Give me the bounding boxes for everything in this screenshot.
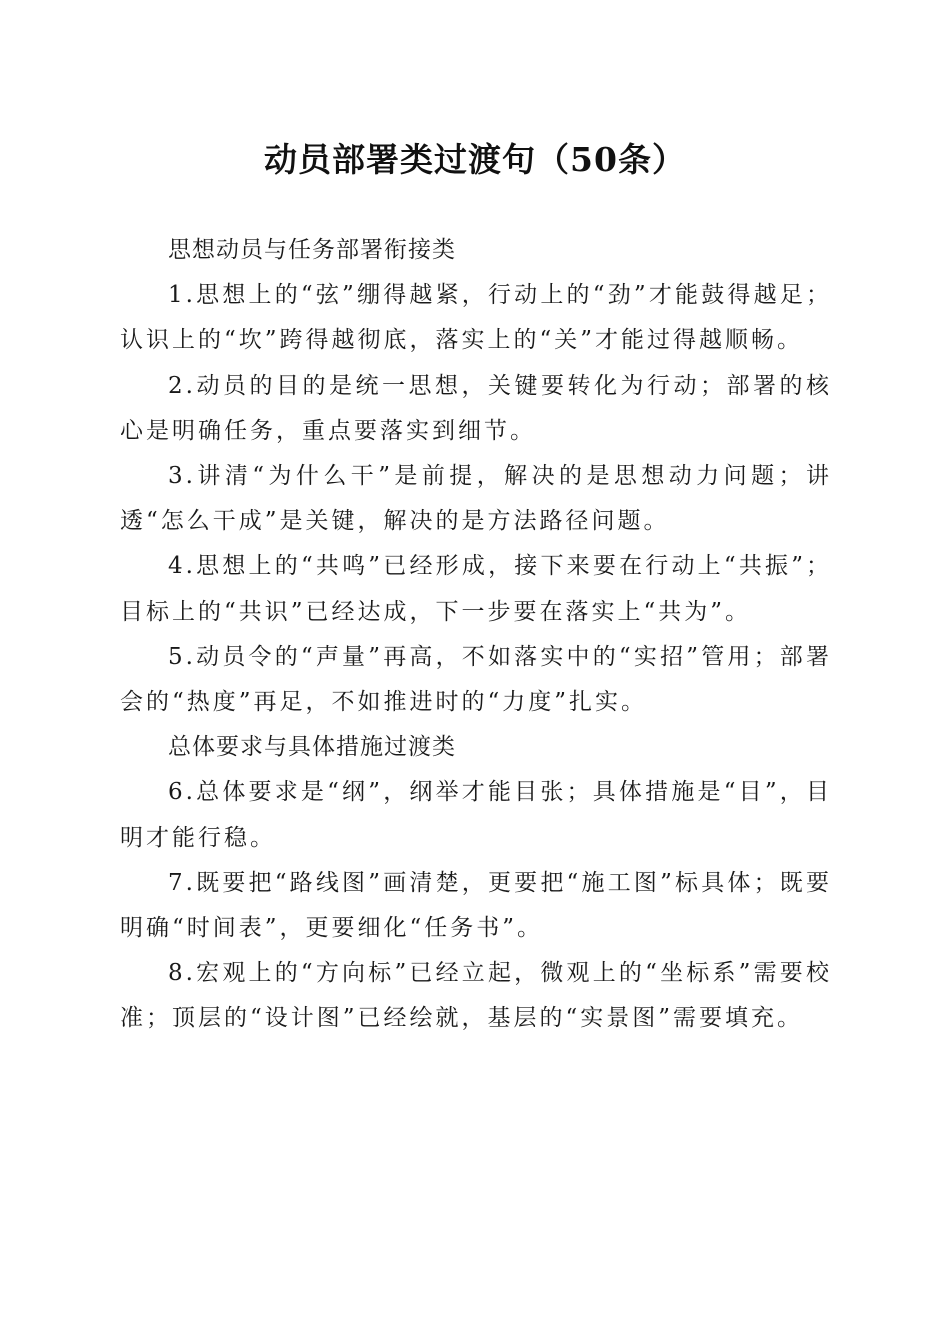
list-item: 5.动员令的“声量”再高，不如落实中的“实招”管用；部署会的“热度”再足，不如推进时的“力度”扎实。 (120, 643, 832, 716)
list-item: 1.思想上的“弦”绷得越紧，行动上的“劲”才能鼓得越足；认识上的“坎”跨得越彻底，落实上的“关”才能过得越顺畅。 (120, 282, 832, 354)
list-item: 2.动员的目的是统一思想，关键要转化为行动；部署的核心是明确任务，重点要落实到细节。 (120, 372, 832, 444)
section-heading: 思想动员与任务部署衔接类 (168, 237, 456, 263)
list-item: 4.思想上的“共鸣”已经形成，接下来要在行动上“共振”；目标上的“共识”已经达成，下一步要在落实上“共为”。 (120, 553, 832, 625)
list-item: 7.既要把“路线图”画清楚，更要把“施工图”标具体；既要明确“时间表”，更要细化“任务书”。 (120, 869, 832, 942)
document-title: 动员部署类过渡句（50条） (264, 140, 686, 179)
list-item: 8.宏观上的“方向标”已经立起，微观上的“坐标系”需要校准；顶层的“设计图”已经绘就，基层的“实景图”需要填充。 (120, 960, 832, 1032)
list-item: 6.总体要求是“纲”，纲举才能目张；具体措施是“目”，目明才能行稳。 (120, 779, 832, 851)
document-body (120, 228, 832, 1042)
section-heading: 总体要求与具体措施过渡类 (168, 734, 456, 761)
list-item: 3.讲清“为什么干”是前提，解决的是思想动力问题；讲透“怎么干成”是关键，解决的是方法路径问题。 (120, 463, 832, 535)
